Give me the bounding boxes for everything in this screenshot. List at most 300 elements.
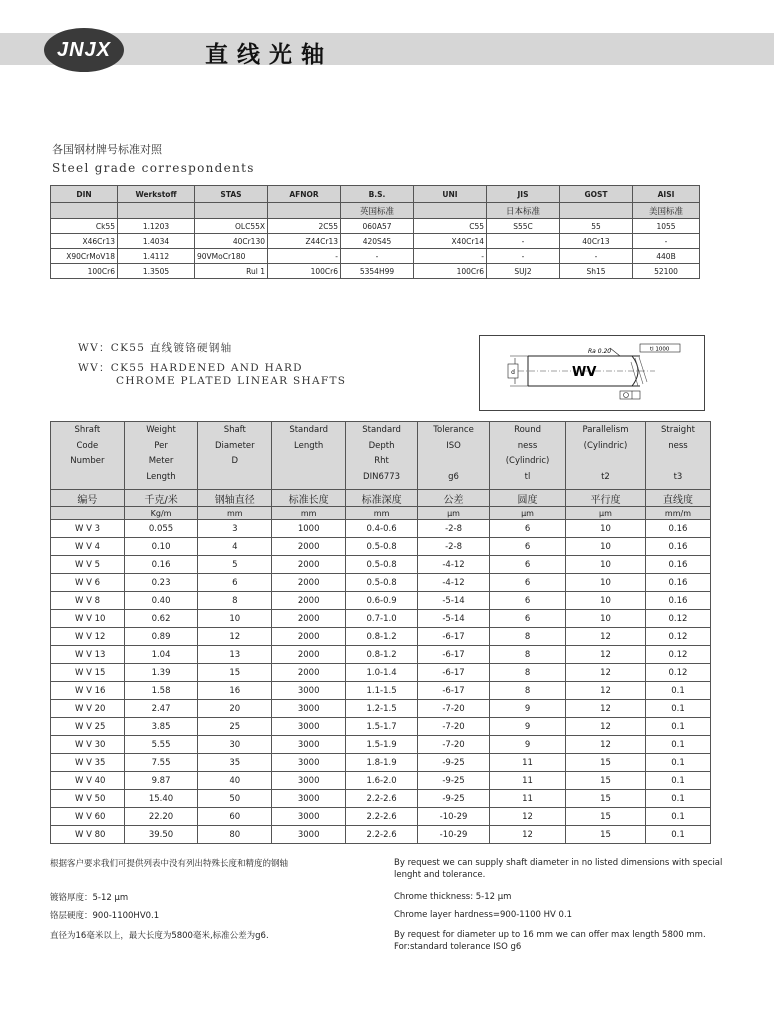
shaft-cell: 60 bbox=[198, 808, 272, 826]
grade-cell: - bbox=[414, 249, 487, 264]
grade-subheader-cell: 日本标准 bbox=[487, 203, 560, 219]
shaft-cell: 8 bbox=[198, 592, 272, 610]
shaft-cell: -5-14 bbox=[418, 592, 490, 610]
shaft-row bbox=[51, 646, 711, 664]
shaft-row bbox=[51, 664, 711, 682]
shaft-header-line: D bbox=[231, 456, 239, 466]
shaft-cell: -6-17 bbox=[418, 664, 490, 682]
diagram-dim: d bbox=[511, 369, 515, 376]
grade-cell: 060A57 bbox=[341, 219, 414, 234]
shaft-header-line: (Cylindric) bbox=[505, 456, 550, 466]
shaft-header-line: DIN6773 bbox=[363, 471, 401, 482]
shaft-header-line: Shraft bbox=[74, 425, 101, 435]
shaft-cell: -2-8 bbox=[418, 538, 490, 556]
shaft-cell: 5 bbox=[198, 556, 272, 574]
shaft-header-cell bbox=[645, 422, 710, 490]
shaft-cell: 39.50 bbox=[124, 826, 198, 844]
note-en-4: By request for diameter up to 16 mm we can offer max length 5800 mm. For:standard tolerance ISO g6 bbox=[394, 930, 706, 952]
shaft-cell: -4-12 bbox=[418, 556, 490, 574]
shaft-header-line bbox=[272, 470, 345, 486]
shaft-cell: W V 10 bbox=[51, 610, 125, 628]
note-cn-1: 根据客户要求我们可提供列表中没有列出特殊长度和精度的钢轴 bbox=[50, 859, 289, 869]
grade-subheader-cell bbox=[51, 203, 118, 219]
shaft-cell: 2000 bbox=[272, 592, 346, 610]
shaft-cell: 8 bbox=[490, 664, 566, 682]
grade-subheader-cell bbox=[118, 203, 195, 219]
shaft-cn-cell: 编号 bbox=[51, 490, 125, 507]
shaft-cell: 3.85 bbox=[124, 718, 198, 736]
shaft-cell: 2000 bbox=[272, 610, 346, 628]
shaft-cell: -6-17 bbox=[418, 682, 490, 700]
shaft-cell: 0.1 bbox=[645, 772, 710, 790]
grade-cell: 1.3505 bbox=[118, 264, 195, 279]
shaft-row bbox=[51, 538, 711, 556]
shaft-header-line: Standard bbox=[362, 425, 401, 435]
shaft-cn-row bbox=[51, 490, 711, 507]
shaft-cell: 9.87 bbox=[124, 772, 198, 790]
grade-cell: 2C55 bbox=[268, 219, 341, 234]
diagram-tol: tl 1000 bbox=[650, 346, 670, 353]
section-title-en: Steel grade correspondents bbox=[52, 161, 255, 175]
grade-cell: 5354H99 bbox=[341, 264, 414, 279]
shaft-cell: 15 bbox=[566, 754, 646, 772]
shaft-row bbox=[51, 808, 711, 826]
shaft-header-cell bbox=[418, 422, 490, 490]
shaft-cell: 10 bbox=[566, 556, 646, 574]
grade-header-cell: B.S. bbox=[341, 186, 414, 203]
shaft-cell: 1000 bbox=[272, 520, 346, 538]
shaft-header-line: Parallelism bbox=[582, 425, 629, 435]
shaft-header-row bbox=[51, 422, 711, 490]
shaft-cell: -7-20 bbox=[418, 736, 490, 754]
shaft-cell: 10 bbox=[566, 538, 646, 556]
shaft-cell: 3000 bbox=[272, 772, 346, 790]
shaft-cell: 12 bbox=[566, 664, 646, 682]
shaft-units-cell: μm bbox=[418, 507, 490, 520]
shaft-cell: 0.40 bbox=[124, 592, 198, 610]
shaft-cell: 7.55 bbox=[124, 754, 198, 772]
shaft-cell: 1.8-1.9 bbox=[346, 754, 418, 772]
shaft-cell: 1.2-1.5 bbox=[346, 700, 418, 718]
grade-cell: 90VMoCr180 bbox=[195, 249, 268, 264]
shaft-units-cell: Kg/m bbox=[124, 507, 198, 520]
shaft-cell: 0.12 bbox=[645, 646, 710, 664]
shaft-cell: 10 bbox=[566, 592, 646, 610]
shaft-cell: 35 bbox=[198, 754, 272, 772]
note-en-1: By request we can supply shaft diameter in no listed dimensions with special lenght and tolerance. bbox=[394, 858, 723, 880]
grade-cell: X40Cr14 bbox=[414, 234, 487, 249]
shaft-cell: -10-29 bbox=[418, 808, 490, 826]
shaft-cell: 15 bbox=[566, 790, 646, 808]
shaft-units-cell: mm/m bbox=[645, 507, 710, 520]
shaft-cell: 6 bbox=[490, 610, 566, 628]
shaft-cell: 10 bbox=[198, 610, 272, 628]
shaft-cell: W V 30 bbox=[51, 736, 125, 754]
shaft-header-line bbox=[646, 454, 710, 470]
shaft-cell: 1.58 bbox=[124, 682, 198, 700]
shaft-cell: 12 bbox=[490, 826, 566, 844]
grade-header-cell: UNI bbox=[414, 186, 487, 203]
shaft-cell: W V 20 bbox=[51, 700, 125, 718]
grade-header-cell: AFNOR bbox=[268, 186, 341, 203]
shaft-cell: -9-25 bbox=[418, 754, 490, 772]
grade-row bbox=[51, 234, 700, 249]
shaft-cell: W V 12 bbox=[51, 628, 125, 646]
shaft-row bbox=[51, 736, 711, 754]
shaft-cell: 50 bbox=[198, 790, 272, 808]
grade-header-cell: JIS bbox=[487, 186, 560, 203]
grade-header-row bbox=[51, 186, 700, 203]
shaft-cell: W V 8 bbox=[51, 592, 125, 610]
shaft-cell: W V 5 bbox=[51, 556, 125, 574]
note-en-3: Chrome layer hardness=900-1100 HV 0.1 bbox=[394, 910, 573, 920]
shaft-cell: 20 bbox=[198, 700, 272, 718]
grade-cell: X90CrMoV18 bbox=[51, 249, 118, 264]
shaft-cell: 0.1 bbox=[645, 754, 710, 772]
shaft-header-line: Straight bbox=[661, 425, 695, 435]
grade-cell: Z44Cr13 bbox=[268, 234, 341, 249]
grade-subheader-cell bbox=[560, 203, 633, 219]
shaft-cell: 12 bbox=[566, 628, 646, 646]
shaft-row bbox=[51, 610, 711, 628]
grade-header-cell: STAS bbox=[195, 186, 268, 203]
shaft-cell: 12 bbox=[566, 736, 646, 754]
shaft-cell: 15 bbox=[566, 808, 646, 826]
shaft-cell: -7-20 bbox=[418, 700, 490, 718]
shaft-header-line: Depth bbox=[368, 440, 395, 451]
shaft-cell: 0.1 bbox=[645, 790, 710, 808]
shaft-header-line: Per bbox=[154, 440, 168, 451]
note-cn-3: 铬层硬度：900-1100HV0.1 bbox=[50, 911, 160, 921]
note-cn-4: 直径为16毫米以上，最大长度为5800毫米,标准公差为g6. bbox=[50, 931, 269, 941]
shaft-header-line: Length bbox=[146, 471, 176, 482]
grade-header-cell: Werkstoff bbox=[118, 186, 195, 203]
shaft-row bbox=[51, 520, 711, 538]
shaft-cell: 11 bbox=[490, 754, 566, 772]
grade-cell: - bbox=[633, 234, 700, 249]
shaft-cell: -10-29 bbox=[418, 826, 490, 844]
shaft-cell: 0.16 bbox=[645, 538, 710, 556]
shaft-cell: 2000 bbox=[272, 628, 346, 646]
grade-cell: - bbox=[341, 249, 414, 264]
shaft-cell: W V 50 bbox=[51, 790, 125, 808]
shaft-cell: W V 40 bbox=[51, 772, 125, 790]
shaft-cell: 9 bbox=[490, 718, 566, 736]
shaft-cell: 25 bbox=[198, 718, 272, 736]
shaft-header-cell bbox=[346, 422, 418, 490]
shaft-row bbox=[51, 592, 711, 610]
grade-cell: 100Cr6 bbox=[268, 264, 341, 279]
shaft-row bbox=[51, 754, 711, 772]
shaft-cell: 0.5-0.8 bbox=[346, 538, 418, 556]
shaft-cn-cell: 直线度 bbox=[645, 490, 710, 507]
shaft-cell: 8 bbox=[490, 628, 566, 646]
shaft-cell: W V 80 bbox=[51, 826, 125, 844]
grade-cell: - bbox=[487, 234, 560, 249]
diagram-label: WV bbox=[572, 365, 597, 380]
shaft-header-line: Number bbox=[70, 456, 105, 466]
shaft-cell: W V 3 bbox=[51, 520, 125, 538]
shaft-cell: 3 bbox=[198, 520, 272, 538]
grade-cell: OLC55X bbox=[195, 219, 268, 234]
shaft-header-line: ness bbox=[517, 440, 538, 451]
shaft-row bbox=[51, 628, 711, 646]
shaft-cell: -6-17 bbox=[418, 646, 490, 664]
shaft-cell: -7-20 bbox=[418, 718, 490, 736]
shaft-cell: 0.16 bbox=[645, 520, 710, 538]
grade-cell: 420S45 bbox=[341, 234, 414, 249]
shaft-cell: 0.1 bbox=[645, 700, 710, 718]
grade-row bbox=[51, 219, 700, 234]
logo-text: JNJX bbox=[56, 38, 112, 61]
shaft-cell: -9-25 bbox=[418, 790, 490, 808]
shaft-cell: 1.1-1.5 bbox=[346, 682, 418, 700]
shaft-cell: 9 bbox=[490, 700, 566, 718]
shaft-cell: W V 60 bbox=[51, 808, 125, 826]
shaft-cell: 10 bbox=[566, 574, 646, 592]
shaft-cell: W V 35 bbox=[51, 754, 125, 772]
shaft-cell: W V 16 bbox=[51, 682, 125, 700]
shaft-header-line bbox=[51, 470, 124, 486]
shaft-cell: 30 bbox=[198, 736, 272, 754]
note-cn-2: 镀铬厚度：5-12 μm bbox=[50, 893, 129, 903]
shaft-header-line: Length bbox=[294, 440, 324, 451]
shaft-cell: 0.12 bbox=[645, 628, 710, 646]
shaft-cell: 0.23 bbox=[124, 574, 198, 592]
company-logo bbox=[44, 28, 124, 72]
shaft-header-line: Diameter bbox=[214, 440, 255, 451]
shaft-cell: 15 bbox=[566, 772, 646, 790]
grade-subheader-cell: 美国标准 bbox=[633, 203, 700, 219]
shaft-cell: 0.8-1.2 bbox=[346, 646, 418, 664]
shaft-row bbox=[51, 826, 711, 844]
shaft-cell: 6 bbox=[490, 592, 566, 610]
shaft-cn-cell: 钢轴直径 bbox=[198, 490, 272, 507]
shaft-cell: 10 bbox=[566, 520, 646, 538]
shaft-cell: 1.04 bbox=[124, 646, 198, 664]
grade-header-cell: AISI bbox=[633, 186, 700, 203]
shaft-cell: 3000 bbox=[272, 718, 346, 736]
shaft-cell: 15 bbox=[566, 826, 646, 844]
shaft-cell: 16 bbox=[198, 682, 272, 700]
steel-grade-table bbox=[50, 185, 700, 279]
note-en-2: Chrome thickness: 5-12 μm bbox=[394, 892, 512, 902]
shaft-cell: -5-14 bbox=[418, 610, 490, 628]
shaft-header-cell bbox=[124, 422, 198, 490]
grade-subheader-row bbox=[51, 203, 700, 219]
grade-cell: 40Cr130 bbox=[195, 234, 268, 249]
shaft-cell: -9-25 bbox=[418, 772, 490, 790]
shaft-cell: 0.4-0.6 bbox=[346, 520, 418, 538]
shaft-row bbox=[51, 772, 711, 790]
grade-subheader-cell bbox=[414, 203, 487, 219]
grade-subheader-cell bbox=[268, 203, 341, 219]
shaft-cell: 2.47 bbox=[124, 700, 198, 718]
shaft-header-line: (Cylindric) bbox=[583, 440, 628, 451]
shaft-header-line: Meter bbox=[148, 456, 174, 466]
shaft-cell: 3000 bbox=[272, 826, 346, 844]
shaft-cell: 3000 bbox=[272, 790, 346, 808]
shaft-header-line: Rht bbox=[374, 456, 389, 466]
shaft-cell: W V 4 bbox=[51, 538, 125, 556]
shaft-cn-cell: 标准深度 bbox=[346, 490, 418, 507]
grade-header-cell: GOST bbox=[560, 186, 633, 203]
shaft-cell: 9 bbox=[490, 736, 566, 754]
shaft-cell: -6-17 bbox=[418, 628, 490, 646]
shaft-cn-cell: 圆度 bbox=[490, 490, 566, 507]
shaft-cell: 2000 bbox=[272, 556, 346, 574]
shaft-cell: 5.55 bbox=[124, 736, 198, 754]
shaft-cell: 13 bbox=[198, 646, 272, 664]
shaft-diagram bbox=[479, 335, 705, 411]
shaft-cell: -2-8 bbox=[418, 520, 490, 538]
grade-cell: 52100 bbox=[633, 264, 700, 279]
grade-cell: 1055 bbox=[633, 219, 700, 234]
shaft-cell: 1.6-2.0 bbox=[346, 772, 418, 790]
shaft-cell: 2.2-2.6 bbox=[346, 826, 418, 844]
shaft-header-line: ness bbox=[668, 440, 688, 451]
shaft-header-line: Standard bbox=[289, 425, 328, 435]
shaft-cell: 6 bbox=[198, 574, 272, 592]
shaft-header-cell bbox=[490, 422, 566, 490]
grade-subheader-cell bbox=[195, 203, 268, 219]
shaft-cell: 12 bbox=[566, 646, 646, 664]
shaft-cell: 0.1 bbox=[645, 718, 710, 736]
shaft-cell: 0.055 bbox=[124, 520, 198, 538]
shaft-cell: 4 bbox=[198, 538, 272, 556]
shaft-units-cell: mm bbox=[272, 507, 346, 520]
shaft-header-line: tl bbox=[524, 471, 531, 482]
grade-subheader-cell: 英国标准 bbox=[341, 203, 414, 219]
shaft-units-cell: mm bbox=[346, 507, 418, 520]
shaft-cell: 2000 bbox=[272, 538, 346, 556]
shaft-cn-cell: 千克/米 bbox=[124, 490, 198, 507]
grade-cell: - bbox=[560, 249, 633, 264]
shaft-cell: 0.6-0.9 bbox=[346, 592, 418, 610]
shaft-cell: 1.5-1.9 bbox=[346, 736, 418, 754]
shaft-cell: 12 bbox=[566, 718, 646, 736]
shaft-cell: 0.12 bbox=[645, 664, 710, 682]
shaft-cell: 0.1 bbox=[645, 826, 710, 844]
shaft-cell: 6 bbox=[490, 538, 566, 556]
shaft-cell: 0.10 bbox=[124, 538, 198, 556]
shaft-cell: 0.12 bbox=[645, 610, 710, 628]
shaft-header-line: t2 bbox=[601, 471, 610, 482]
shaft-cell: 2.2-2.6 bbox=[346, 790, 418, 808]
shaft-header-line bbox=[198, 470, 271, 486]
shaft-units-cell bbox=[51, 507, 125, 520]
shaft-cell: 0.8-1.2 bbox=[346, 628, 418, 646]
shaft-cell: 80 bbox=[198, 826, 272, 844]
shaft-cell: 1.39 bbox=[124, 664, 198, 682]
shaft-row bbox=[51, 574, 711, 592]
shaft-header-line: Shaft bbox=[223, 425, 246, 435]
grade-body bbox=[51, 219, 700, 279]
grade-cell: 40Cr13 bbox=[560, 234, 633, 249]
shaft-cell: 2.2-2.6 bbox=[346, 808, 418, 826]
shaft-cell: 11 bbox=[490, 790, 566, 808]
shaft-cell: 0.1 bbox=[645, 808, 710, 826]
shaft-cell: 0.89 bbox=[124, 628, 198, 646]
shaft-cell: 0.16 bbox=[645, 592, 710, 610]
grade-cell: 100Cr6 bbox=[414, 264, 487, 279]
shaft-cell: 0.1 bbox=[645, 682, 710, 700]
shaft-cell: 3000 bbox=[272, 700, 346, 718]
shaft-cell: W V 15 bbox=[51, 664, 125, 682]
wv-title-en-2: CHROME PLATED LINEAR SHAFTS bbox=[116, 375, 347, 387]
shaft-cell: 1.0-1.4 bbox=[346, 664, 418, 682]
shaft-cell: 8 bbox=[490, 682, 566, 700]
grade-cell: Rul 1 bbox=[195, 264, 268, 279]
grade-cell: 440B bbox=[633, 249, 700, 264]
shaft-units-cell: μm bbox=[490, 507, 566, 520]
shaft-row bbox=[51, 700, 711, 718]
wv-title-en-1: WV：CK55 HARDENED AND HARD bbox=[78, 362, 303, 374]
shaft-drawing bbox=[480, 336, 704, 410]
grade-cell: SUJ2 bbox=[487, 264, 560, 279]
shaft-cell: 0.16 bbox=[645, 574, 710, 592]
shaft-cell: 6 bbox=[490, 520, 566, 538]
shaft-cell: 40 bbox=[198, 772, 272, 790]
shaft-cell: 0.1 bbox=[645, 736, 710, 754]
shaft-header-cell bbox=[198, 422, 272, 490]
grade-cell: Ck55 bbox=[51, 219, 118, 234]
grade-cell: 1.1203 bbox=[118, 219, 195, 234]
shaft-row bbox=[51, 556, 711, 574]
shaft-cell: 3000 bbox=[272, 682, 346, 700]
shaft-cell: 12 bbox=[566, 682, 646, 700]
shaft-cell: W V 25 bbox=[51, 718, 125, 736]
shaft-header-line: Code bbox=[76, 440, 99, 451]
shaft-cell: 0.16 bbox=[124, 556, 198, 574]
shaft-cell: 15 bbox=[198, 664, 272, 682]
shaft-cell: W V 13 bbox=[51, 646, 125, 664]
shaft-spec-table bbox=[50, 421, 711, 844]
shaft-cell: 0.16 bbox=[645, 556, 710, 574]
shaft-header-line: Round bbox=[514, 425, 541, 435]
grade-row bbox=[51, 249, 700, 264]
grade-cell: 100Cr6 bbox=[51, 264, 118, 279]
grade-cell: C55 bbox=[414, 219, 487, 234]
shaft-cell: 22.20 bbox=[124, 808, 198, 826]
shaft-header-line: Tolerance bbox=[433, 425, 474, 435]
shaft-units-row bbox=[51, 507, 711, 520]
shaft-cell: 3000 bbox=[272, 754, 346, 772]
shaft-cell: 0.7-1.0 bbox=[346, 610, 418, 628]
wv-title-cn: WV：CK55 直线镀铬硬钢轴 bbox=[78, 342, 233, 354]
shaft-cell: 12 bbox=[566, 700, 646, 718]
shaft-cn-cell: 标准长度 bbox=[272, 490, 346, 507]
shaft-units-cell: mm bbox=[198, 507, 272, 520]
shaft-head bbox=[51, 422, 711, 520]
shaft-cell: -4-12 bbox=[418, 574, 490, 592]
shaft-cell: 0.5-0.8 bbox=[346, 574, 418, 592]
shaft-units-cell: μm bbox=[566, 507, 646, 520]
shaft-cell: 2000 bbox=[272, 646, 346, 664]
shaft-header-line bbox=[418, 454, 489, 470]
shaft-cn-cell: 平行度 bbox=[566, 490, 646, 507]
shaft-cell: 12 bbox=[490, 808, 566, 826]
grade-cell: 1.4034 bbox=[118, 234, 195, 249]
shaft-cell: 0.5-0.8 bbox=[346, 556, 418, 574]
shaft-header-cell bbox=[566, 422, 646, 490]
grade-cell: - bbox=[268, 249, 341, 264]
shaft-cn-cell: 公差 bbox=[418, 490, 490, 507]
shaft-header-line bbox=[272, 454, 345, 470]
shaft-cell: 6 bbox=[490, 574, 566, 592]
shaft-header-line bbox=[566, 454, 645, 470]
shaft-body bbox=[51, 520, 711, 844]
